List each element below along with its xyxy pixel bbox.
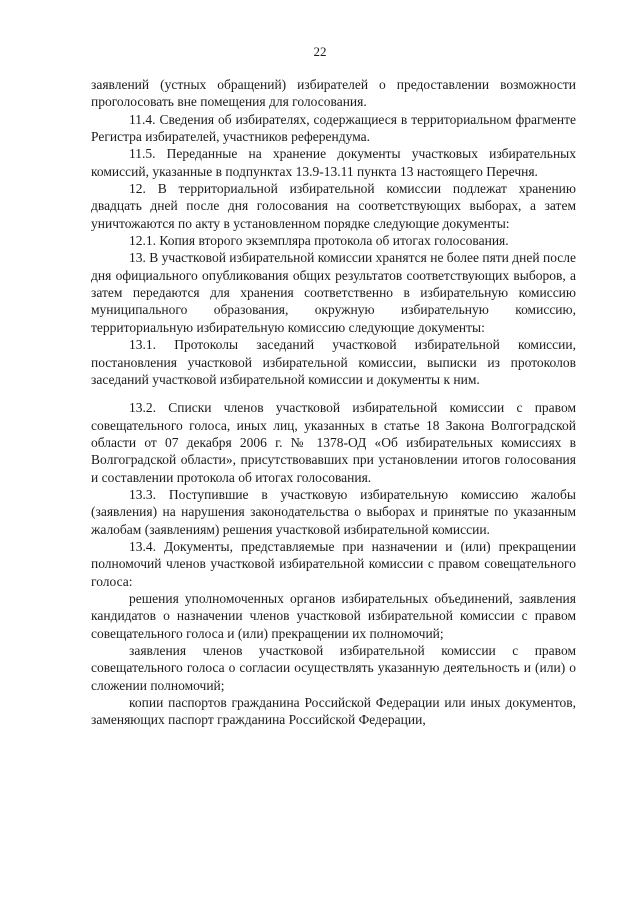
page-number: 22 (313, 44, 327, 59)
paragraph-13-4-item-passports: копии паспортов гражданина Российской Федерации или иных документов, заменяющих паспорт гражданина Российской Федерации, (91, 695, 576, 728)
paragraph-12-1: 12.1. Копия второго экземпляра протокола об итогах голосования. (129, 233, 509, 249)
paragraph-13-4-item-decisions: решения уполномоченных органов избирательных объединений, заявления кандидатов о назначении членов участковой избирательной комиссии с правом совещательного голоса и (или) прекращении их полномочий; (91, 590, 576, 641)
paragraph-12: 12. В территориальной избирательной комиссии подлежат хранению двадцать дней после дня голосования на соответствующих выборах, а затем уничтожаются по акту в установленном порядке следующие документы: (91, 181, 576, 231)
paragraph-11-5: 11.5. Переданные на хранение документы участковых избирательных комиссий, указанные в подпунктах 13.9-13.11 пункта 13 настоящего Перечня. (91, 146, 576, 179)
paragraph-13-4-item-statements: заявления членов участковой избирательной комиссии с правом совещательного голоса о согласии осуществлять указанную деятельность и (или) о сложении полномочий; (91, 643, 576, 693)
paragraph-13: 13. В участковой избирательной комиссии хранятся не более пяти дней после дня официального опубликования общих результатов соответствующих выборов, а затем передаются для хранения соответственно в избирательную комиссию муниципального образования, окружную избирательную комиссию, территориальную избирательную комиссию следующие документы: (91, 250, 576, 335)
paragraph-11-4: 11.4. Сведения об избирателях, содержащиеся в территориальном фрагменте Регистра избирателей, участников референдума. (91, 111, 576, 145)
paragraph-13-2: 13.2. Списки членов участковой избирательной комиссии с правом совещательного голоса, иных лиц, указанных в статье 18 Закона Волгоградской области от 07 декабря 2006 г. № 1378-ОД «Об избирательных комиссиях в Волгоградской области», присутствовавших при установлении итогов голосования и составлении протокола об итогах голосования. (91, 400, 576, 485)
document-body (91, 76, 576, 729)
paragraph-13-4: 13.4. Документы, представляемые при назначении и (или) прекращении полномочий членов участковой избирательной комиссии с правом совещательного голоса: (91, 538, 576, 589)
paragraph-13-3: 13.3. Поступившие в участковую избирательную комиссию жалобы (заявления) на нарушения законодательства о выборах и принятые по указанным жалобам (заявлениям) решения участковой избирательной комиссии. (91, 486, 576, 537)
paragraph-13-1: 13.1. Протоколы заседаний участковой избирательной комиссии, постановления участковой избирательной комиссии, выписки из протоколов заседаний участковой избирательной комиссии и документы к ним. (91, 337, 576, 387)
paragraph-gap (91, 388, 576, 399)
paragraph-continuation: заявлений (устных обращений) избирателей о предоставлении возможности проголосовать вне помещения для голосования. (91, 77, 576, 110)
